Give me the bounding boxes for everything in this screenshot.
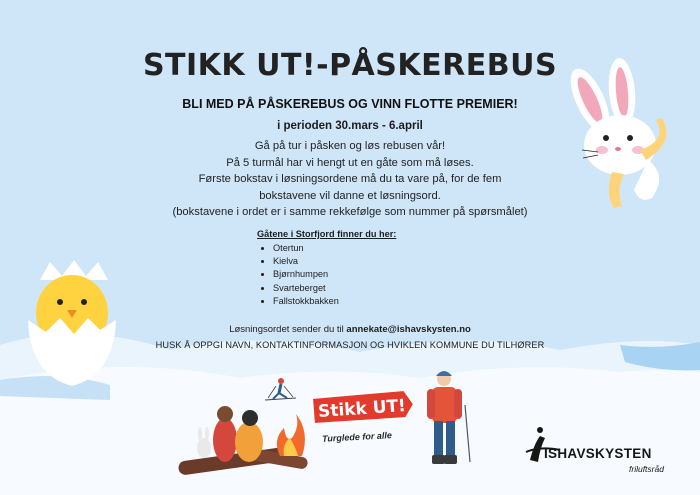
page-title: STIKK UT!-PÅSKEREBUS [142, 48, 558, 83]
contact-line [0, 324, 700, 335]
intro-line: (bokstavene i ordet er i samme rekkefølge som nummer på spørsmålet) [172, 206, 528, 218]
list-item: • Kielva [273, 255, 396, 268]
intro-line: Første bokstav i løsningsordene må du ta vare på, for de fem [198, 173, 502, 185]
locations-list [257, 229, 396, 308]
intro-line: Gå på tur i påsken og løs rebusen vår! [254, 140, 446, 152]
intro-line: bokstavene vil danne et løsningsord. [259, 189, 441, 202]
intro-line: På 5 turmål har vi hengt ut en gåte som må løses. [226, 156, 474, 169]
contact-email: annekate@ishavskysten.no [346, 324, 471, 335]
logo-subtitle: friluftsråd [629, 464, 664, 474]
subtitle: BLI MED PÅ PÅSKEREBUS OG VINN FLOTTE PREMIER! [182, 97, 518, 111]
locations-heading: Gåtene i Storfjord finner du her: [257, 229, 397, 239]
list-item: • Bjørnhumpen [273, 268, 396, 281]
contact-prefix: Løsningsordet sender du til [229, 324, 347, 335]
logo-name: ISHAVSKYSTEN [544, 446, 652, 461]
reminder-text: HUSK Å OPPGI NAVN, KONTAKTINFORMASJON OG HVIKLEN KOMMUNE DU TILHØRER [155, 340, 545, 350]
badge-label: Stikk UT! [317, 395, 407, 423]
list-item: • Svarteberget [273, 282, 396, 295]
intro-text [130, 138, 570, 221]
tagline: Turglede for alle [321, 430, 393, 444]
list-item: • Fallstokkbakken [273, 295, 396, 308]
period-text: i perioden 30.mars - 6.april [277, 120, 423, 132]
list-item: • Otertun [273, 242, 396, 255]
